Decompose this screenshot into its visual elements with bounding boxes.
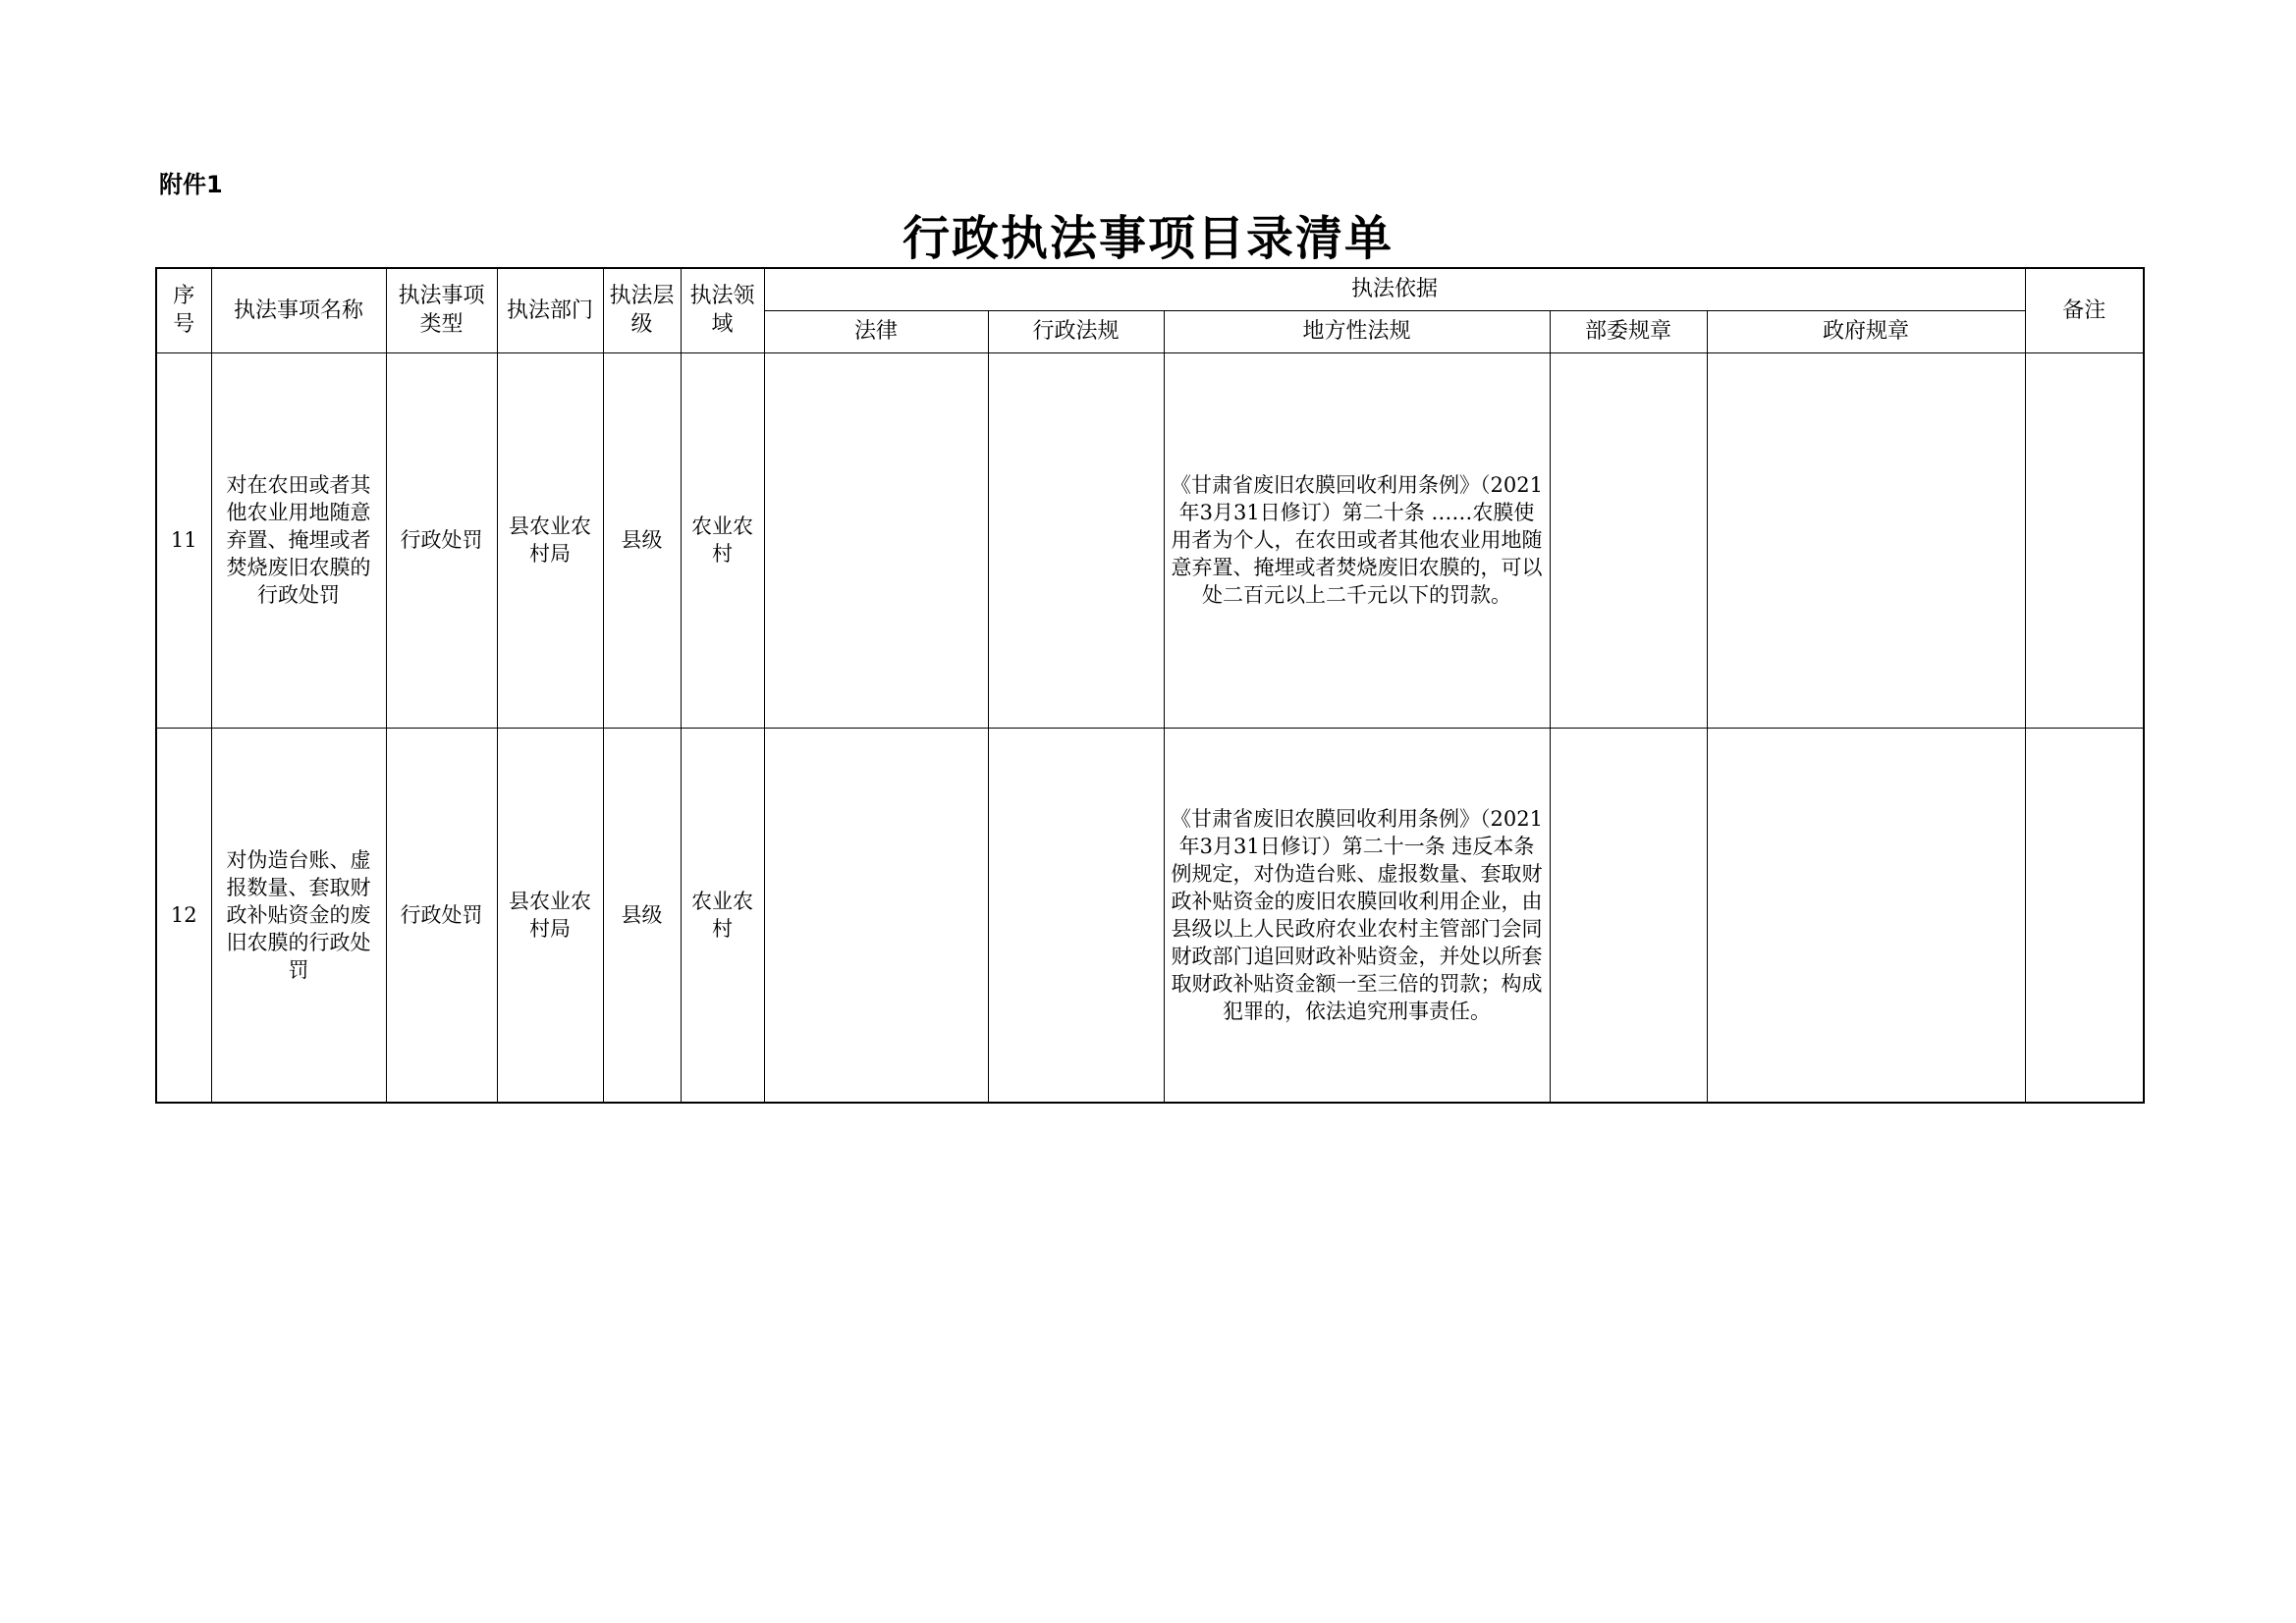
cell-item-type: 行政处罚 [386,352,497,728]
enforcement-items-table [155,267,2145,1104]
header-law: 法律 [764,310,988,352]
cell-item-name: 对在农田或者其他农业用地随意弃置、掩埋或者焚烧废旧农膜的行政处罚 [211,352,386,728]
cell-field: 农业农村 [681,352,764,728]
cell-remarks [2025,728,2144,1103]
cell-seq: 12 [156,728,211,1103]
header-item-type: 执法事项类型 [386,268,497,352]
header-remarks: 备注 [2025,268,2144,352]
cell-ministerial-rule [1550,728,1707,1103]
table-row [156,352,2144,728]
header-field: 执法领域 [681,268,764,352]
cell-law [764,352,988,728]
header-seq: 序号 [156,268,211,352]
header-basis-group: 执法依据 [764,268,2025,310]
table-header-row [156,268,2144,310]
cell-item-name: 对伪造台账、虚报数量、套取财政补贴资金的废旧农膜的行政处罚 [211,728,386,1103]
cell-remarks [2025,352,2144,728]
cell-level: 县级 [603,352,681,728]
cell-seq: 11 [156,352,211,728]
header-government-rule: 政府规章 [1707,310,2025,352]
cell-level: 县级 [603,728,681,1103]
page-title: 行政执法事项目录清单 [902,211,1394,266]
cell-item-type: 行政处罚 [386,728,497,1103]
header-department: 执法部门 [497,268,603,352]
cell-admin-regulation [988,352,1164,728]
cell-local-regulation: 《甘肃省废旧农膜回收利用条例》（2021年3月31日修订）第二十一条 违反本条例规定，对伪造台账、虚报数量、套取财政补贴资金的废旧农膜回收利用企业，由县级以上人民政府农业农村主管部门会同财政部门追回财政补贴资金，并处以所套取财政补贴资金额一至三倍的罚款；构成犯罪的，依法追究刑事责任。 [1164,728,1550,1103]
cell-government-rule [1707,728,2025,1103]
cell-local-regulation: 《甘肃省废旧农膜回收利用条例》（2021年3月31日修订）第二十条 ……农膜使用者为个人，在农田或者其他农业用地随意弃置、掩埋或者焚烧废旧农膜的，可以处二百元以上二千元以下的罚款。 [1164,352,1550,728]
attachment-label: 附件1 [159,171,223,198]
header-item-name: 执法事项名称 [211,268,386,352]
header-ministerial-rule: 部委规章 [1550,310,1707,352]
table-row [156,728,2144,1103]
cell-law [764,728,988,1103]
header-admin-regulation: 行政法规 [988,310,1164,352]
cell-government-rule [1707,352,2025,728]
cell-admin-regulation [988,728,1164,1103]
cell-ministerial-rule [1550,352,1707,728]
header-level: 执法层级 [603,268,681,352]
header-local-regulation: 地方性法规 [1164,310,1550,352]
cell-field: 农业农村 [681,728,764,1103]
cell-department: 县农业农村局 [497,728,603,1103]
cell-department: 县农业农村局 [497,352,603,728]
